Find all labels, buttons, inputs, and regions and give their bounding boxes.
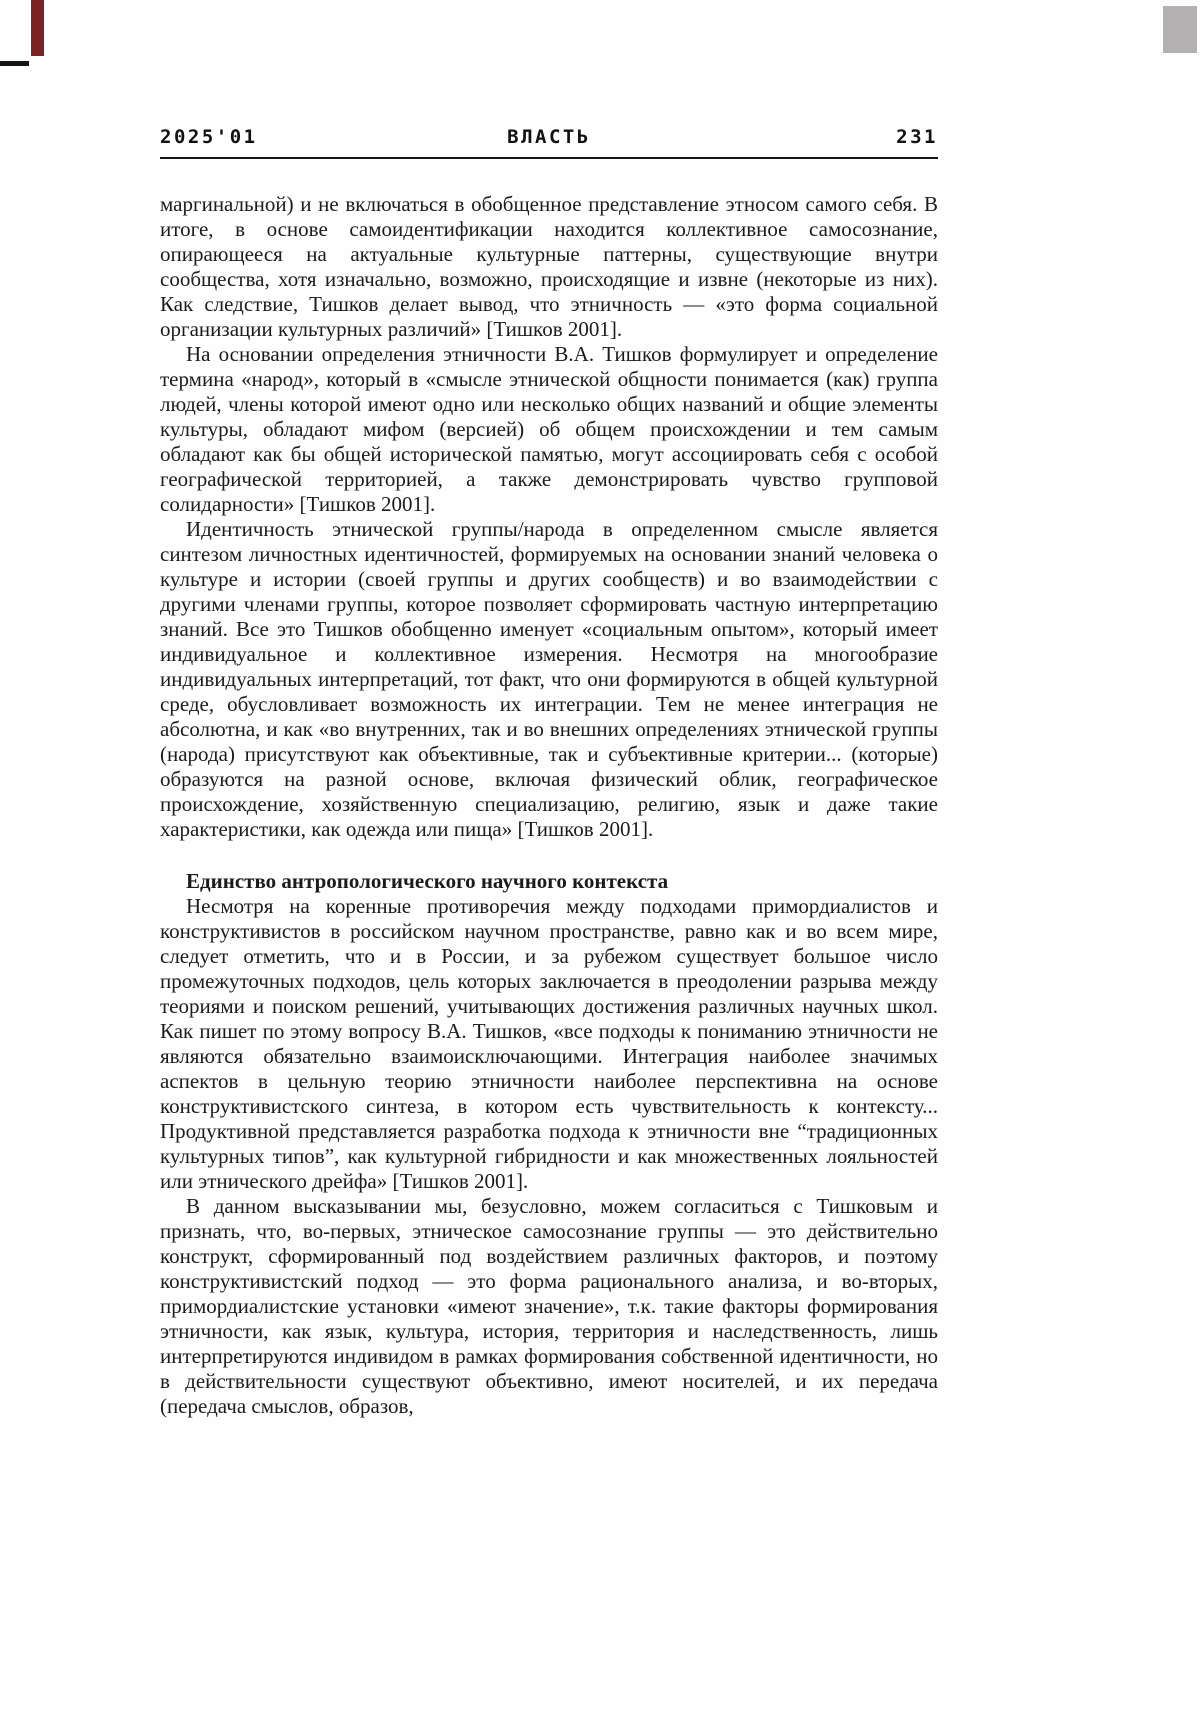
paragraph: В данном высказывании мы, безусловно, можем согласиться с Тишковым и признать, что, во-первых, этническое самосознание группы — это действительно конструкт, сформированный под воздействием различных факторов, и поэтому конструктивистский подход — это форма рационального анализа, и во-вторых, примордиалистские установки «имеют значение», т.к. такие факторы формирования этничности, как язык, культура, история, территория и наследственность, лишь интерпретируются индивидом в рамках формирования собственной идентичности, но в действительности существуют объективно, имеют носителей, и их передача (передача смыслов, образов,	[160, 1194, 938, 1418]
article-body	[160, 192, 938, 1419]
paragraph: маргинальной) и не включаться в обобщенное представление этносом самого себя. В итоге, в основе самоидентификации находится коллективное самосознание, опирающееся на актуальные культурные паттерны, существующие внутри сообщества, хотя изначально, возможно, происходящие и извне (некоторые из них). Как следствие, Тишков делает вывод, что этничность — «это форма социальной организации культурных различий» [Тишков 2001].	[160, 192, 938, 341]
paragraph: На основании определения этничности В.А. Тишков формулирует и определение термина «народ», который в «смысле этнической общности понимается (как) группа людей, члены которой имеют одно или несколько общих названий и общие элементы культуры, обладают мифом (версией) об общем происхождении и тем самым обладают как бы общей исторической памятью, могут ассоциировать себя с особой географической территорией, а также демонстрировать чувство групповой солидарности» [Тишков 2001].	[160, 342, 938, 516]
paragraph: Идентичность этнической группы/народа в определенном смысле является синтезом личностных идентичностей, формируемых на основании знаний человека о культуре и истории (своей группы и других сообществ) и во взаимодействии с другими членами группы, которое позволяет сформировать частную интерпретацию знаний. Все это Тишков обобщенно именует «социальным опытом», который имеет индивидуальное и коллективное измерения. Несмотря на многообразие индивидуальных интерпретаций, тот факт, что они формируются в общей культурной среде, обусловливает возможность их интеграции. Тем не менее интеграция не абсолютна, и как «во внутренних, так и во внешних определениях этнической группы (народа) присутствуют как объективные, так и субъективные критерии... (которые) образуются на разной основе, включая физический облик, географическое происхождение, хозяйственную специализацию, религию, язык и даже такие характеристики, как одежда или пища» [Тишков 2001].	[160, 517, 938, 841]
scan-artifact-gray-square	[1163, 6, 1197, 53]
scan-artifact-black-tick	[0, 61, 29, 66]
scan-artifact-red-bar	[31, 0, 44, 56]
page-content	[160, 126, 938, 1419]
paragraph: Несмотря на коренные противоречия между подходами примордиалистов и конструктивистов в российском научном пространстве, равно как и во всем мире, следует отметить, что и в России, и за рубежом существует большое число промежуточных подходов, цель которых заключается в преодолении разрыва между теориями и поиском решений, учитывающих достижения различных научных школ. Как пишет по этому вопросу В.А. Тишков, «все подходы к пониманию этничности не являются обязательно взаимоисключающими. Интеграция наиболее значимых аспектов в цельную теорию этничности наиболее перспективна на основе конструктивистского синтеза, в котором есть чувствительность к контексту... Продуктивной представляется разработка подхода к этничности вне “традиционных культурных типов”, как культурной гибридности и как множественных лояльностей или этнического дрейфа» [Тишков 2001].	[160, 894, 938, 1193]
issue-number: 2025'01	[160, 126, 258, 148]
header-rule	[160, 157, 938, 159]
running-head	[160, 126, 938, 148]
journal-title: ВЛАСТЬ	[507, 126, 591, 148]
page-number: 231	[896, 126, 938, 148]
section-heading: Единство антропологического научного контекста	[186, 869, 669, 893]
